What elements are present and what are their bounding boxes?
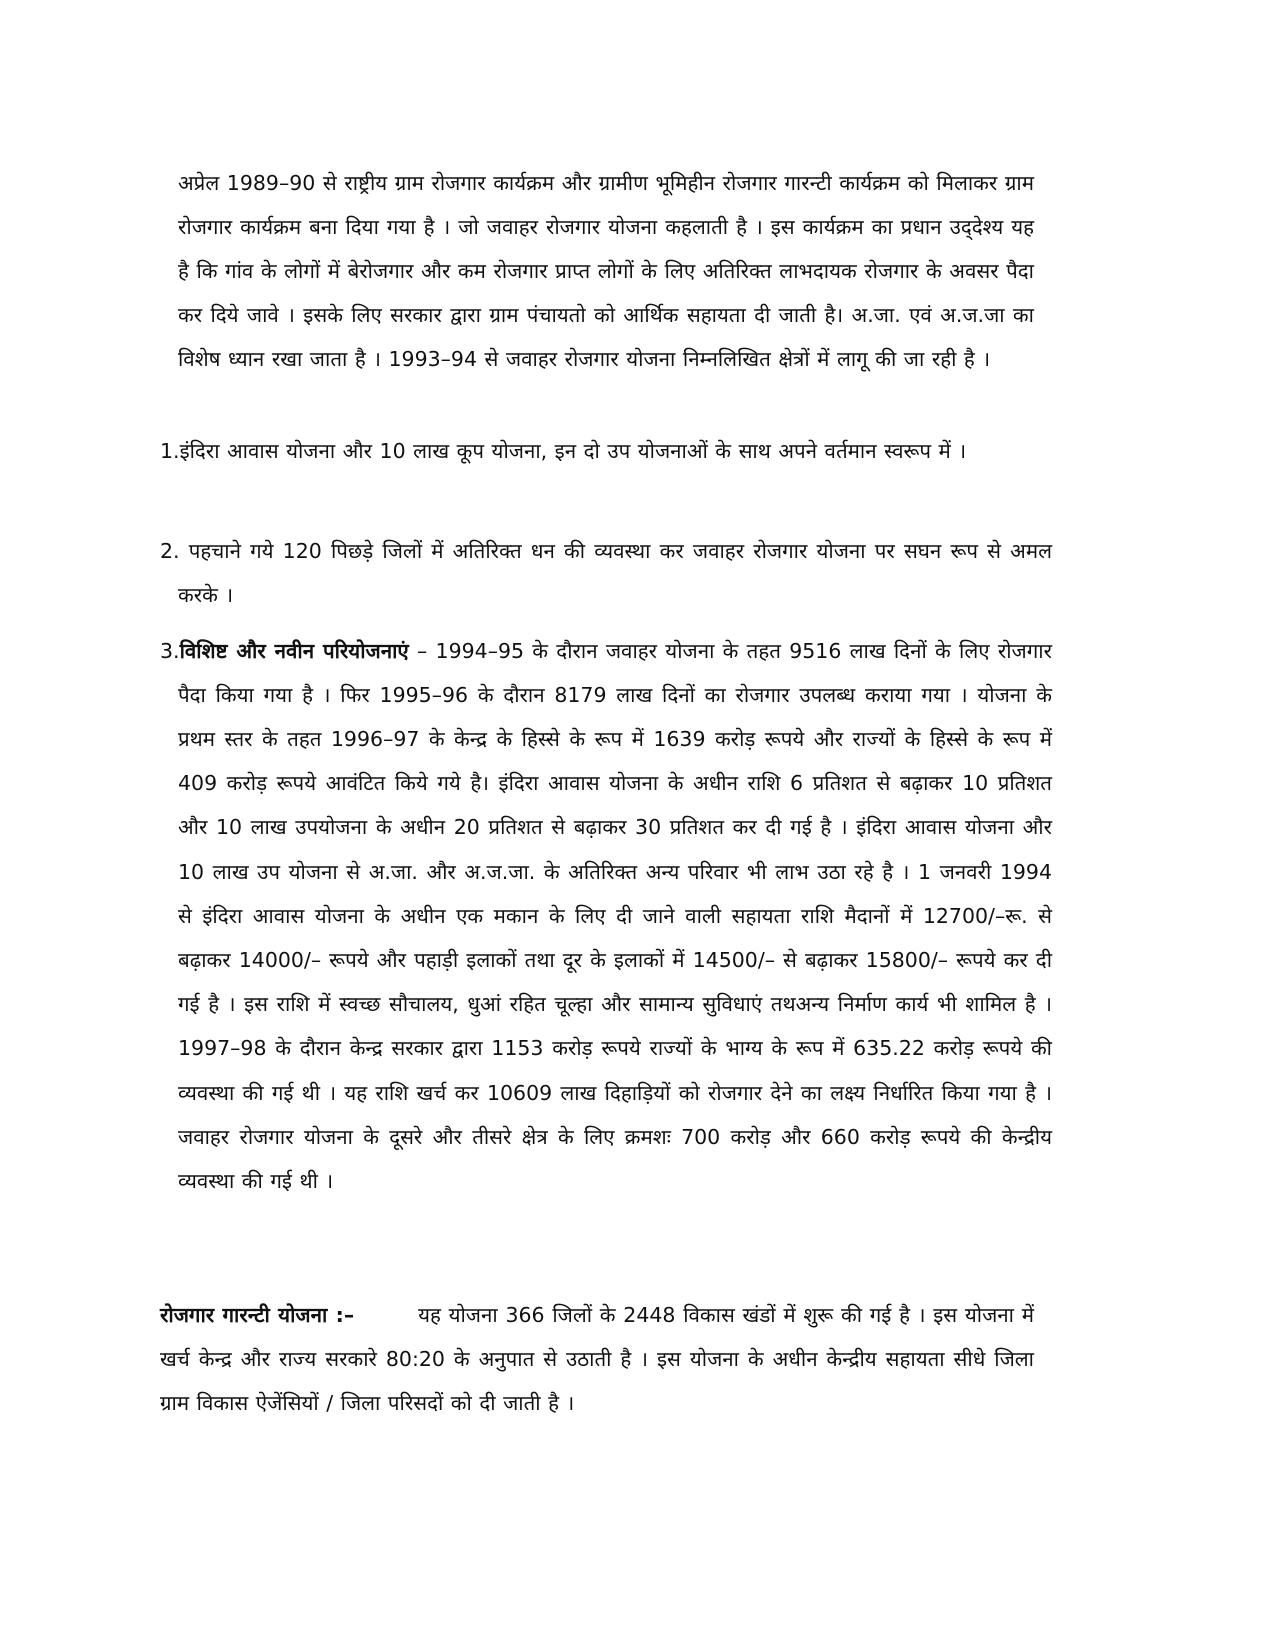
section-heading: रोजगार गारन्टी योजना :– xyxy=(160,1302,355,1327)
list-item-text: इंदिरा आवास योजना और 10 लाख कूप योजना, इन दो उप योजनाओं के साथ अपने वर्तमान स्वरूप में । xyxy=(179,438,967,463)
list-item-number: 2. xyxy=(160,538,180,563)
rozgar-guarantee-section xyxy=(160,1293,1034,1426)
list-item-title: विशिष्ट और नवीन परियोजनाएं xyxy=(179,638,409,663)
list-item-number: 3. xyxy=(160,638,180,663)
list-item-1 xyxy=(160,429,1052,473)
list-item-text: पहचाने गये 120 पिछड़े जिलों में अतिरिक्त धन की व्यवस्था कर जवाहर रोजगार योजना पर सघन रूप से अमल करके । xyxy=(178,538,1052,607)
list-item-2 xyxy=(160,529,1052,617)
section-text: यह योजना 366 जिलों के 2448 विकास खंडों में शुरू की गई है । इस योजना में खर्च केन्द्र और राज्य सरकारे 80:20 के अनुपात से उठाती है । इस योजना के अधीन केन्द्रीय सहायता सीधे जिला ग्राम विकास ऐजेंसियों / जिला परिसदों को दी जाती है । xyxy=(160,1302,1034,1415)
intro-paragraph: अप्रेल 1989–90 से राष्ट्रीय ग्राम रोजगार कार्यक्रम और ग्रामीण भूमिहीन रोजगार गारन्टी कार्यक्रम को मिलाकर ग्राम रोजगार कार्यक्रम बना दिया गया है । जो जवाहर रोजगार योजना कहलाती है । इस कार्यक्रम का प्रधान उद्‌देश्य यह है कि गांव के लोगों में बेरोजगार और कम रोजगार प्राप्त लोगों के लिए अतिरिक्त लाभदायक रोजगार के अवसर पैदा कर दिये जावे । इसके लिए सरकार द्वारा ग्राम पंचायतो को आर्थिक सहायता दी जाती है। अ.जा. एवं अ.ज.जा का विशेष ध्यान रखा जाता है । 1993–94 से जवाहर रोजगार योजना निम्नलिखित क्षेत्रों में लागू की जा रही है । xyxy=(178,170,1034,372)
list-item-text: – 1994–95 के दौरान जवाहर योजना के तहत 9516 लाख दिनों के लिए रोजगार पैदा किया गया है । फिर 1995–96 के दौरान 8179 लाख दिनों का रोजगार उपलब्ध कराया गया । योजना के प्रथम स्तर के तहत 1996–97 के केन्द्र के हिस्से के रूप में 1639 करोड़ रूपये और राज्यों के हिस्से के रूप में 409 करोड़ रूपये आवंटित किये गये है। इंदिरा आवास योजना के अधीन राशि 6 प्रतिशत से बढ़ाकर 10 प्रतिशत और 10 लाख उपयोजना के अधीन 20 प्रतिशत से बढ़ाकर 30 प्रतिशत कर दी गई है । इंदिरा आवास योजना और 10 लाख उप योजना से अ.जा. और अ.ज.जा. के अतिरिक्त अन्य परिवार भी लाभ उठा रहे है । 1 जनवरी 1994 से इंदिरा आवास योजना के अधीन एक मकान के लिए दी जाने वाली सहायता राशि मैदानों में 12700/–रू. से बढ़ाकर 14000/– रूपये और पहाड़ी इलाकों तथा दूर के इलाकों में 14500/– से बढ़ाकर 15800/– रूपये कर दी गई है । इस राशि में स्वच्छ सौचालय, धुआं रहित चूल्हा और सामान्य सुविधाएं तथअन्य निर्माण कार्य भी शामिल है । 1997–98 के दौरान केन्द्र सरकार द्वारा 1153 करोड़ रूपये राज्यों के भाग्य के रूप में 635.22 करोड़ रूपये की व्यवस्था की गई थी । यह राशि खर्च कर 10609 लाख दिहाड़ियों को रोजगार देने का लक्ष्य निर्धारित किया गया है । जवाहर रोजगार योजना के दूसरे और तीसरे क्षेत्र के लिए क्रमशः 700 करोड़ और 660 करोड़ रूपये की केन्द्रीय व्यवस्था की गई थी । xyxy=(178,638,1052,1193)
list-item-number: 1. xyxy=(160,438,180,463)
list-item-3 xyxy=(160,629,1052,1204)
